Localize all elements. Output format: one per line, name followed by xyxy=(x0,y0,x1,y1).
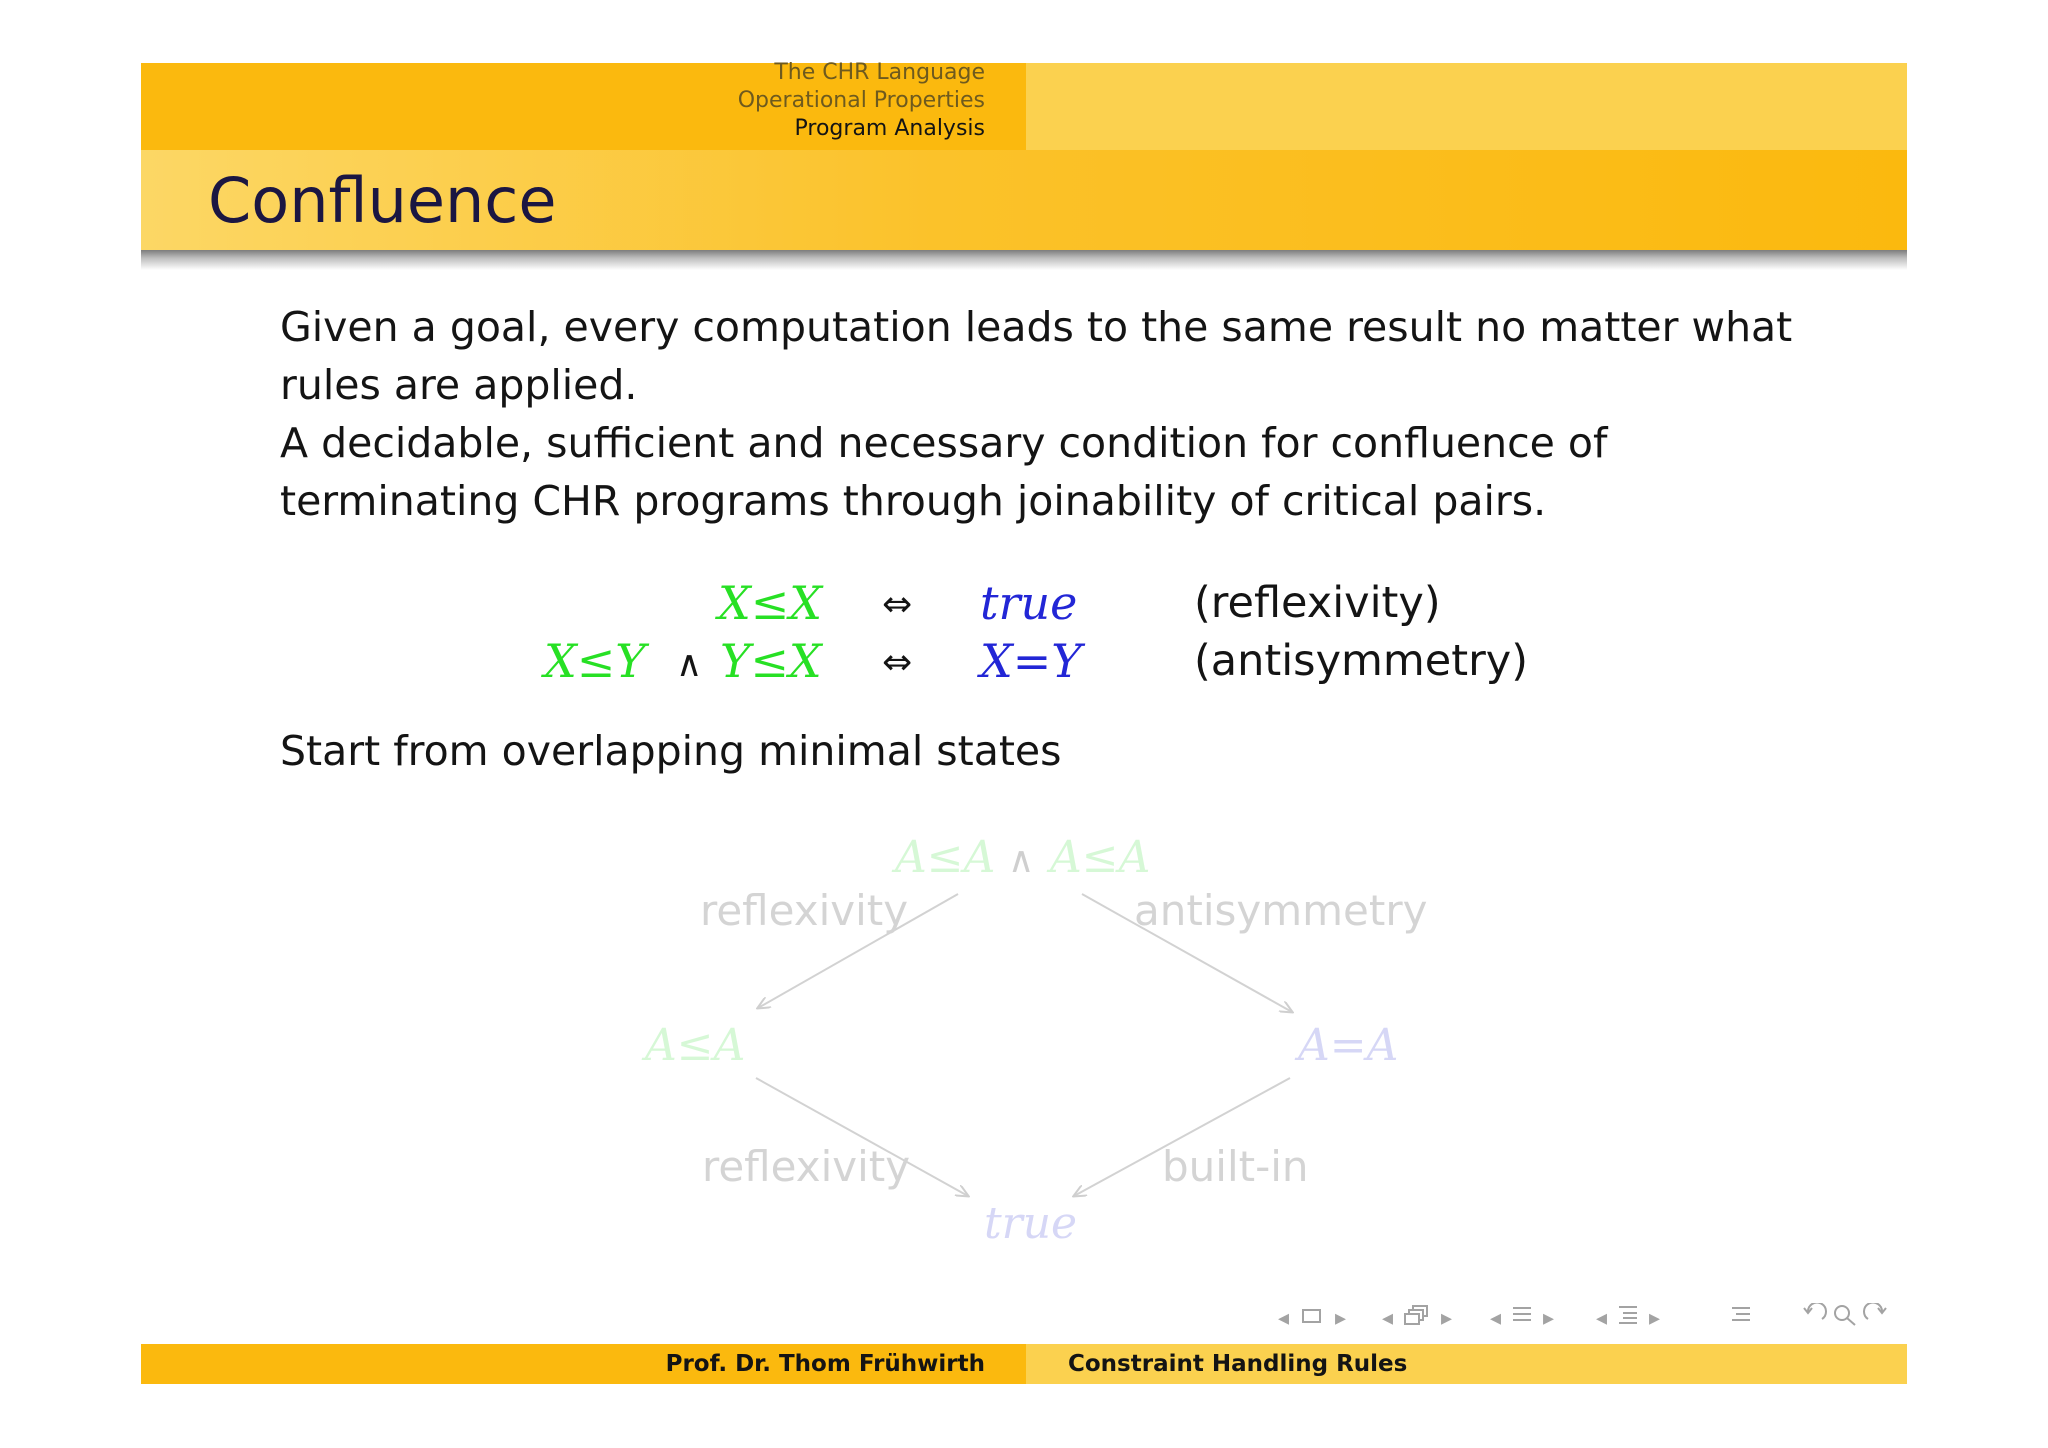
diagram-edge-label-reflexivity-bottom: reflexivity xyxy=(702,1142,911,1191)
next-subsection-icon[interactable]: ▸ xyxy=(1441,1305,1453,1331)
start-text: Start from overlapping minimal states xyxy=(280,727,1062,775)
diagram-edge-label-reflexivity-top: reflexivity xyxy=(700,886,909,935)
paragraph-goal-line-2: rules are applied. xyxy=(280,361,638,409)
next-frame-icon[interactable]: ▸ xyxy=(1335,1305,1347,1331)
search-icon[interactable] xyxy=(1832,1303,1858,1333)
prev-document-icon[interactable]: ◂ xyxy=(1596,1305,1608,1331)
next-section-icon[interactable]: ▸ xyxy=(1543,1305,1555,1331)
document-icon[interactable] xyxy=(1617,1304,1639,1332)
paragraph-goal-line-1: Given a goal, every computation leads to the same result no matter what xyxy=(280,303,1793,351)
rule-2-head-left: X≤Y xyxy=(544,634,646,688)
nav-section-program-analysis[interactable]: Program Analysis xyxy=(794,116,985,141)
diagram-bottom-node: true xyxy=(984,1198,1078,1249)
footer-course: Constraint Handling Rules xyxy=(1068,1351,1408,1377)
redo-icon[interactable] xyxy=(1862,1303,1890,1333)
history-search-group xyxy=(1800,1300,1896,1336)
paragraph-condition-line-2: terminating CHR programs through joinability of critical pairs. xyxy=(280,477,1547,525)
rule-1-arrow: ⇔ xyxy=(882,584,913,625)
toc-icon[interactable] xyxy=(1730,1304,1752,1332)
diagram-edge-label-built-in: built-in xyxy=(1162,1142,1309,1191)
frame-nav-group xyxy=(1278,1300,1370,1336)
undo-icon[interactable] xyxy=(1800,1303,1828,1333)
section-nav-group xyxy=(1490,1300,1574,1336)
nav-section-chr-language[interactable]: The CHR Language xyxy=(774,60,985,85)
diagram-top-right-constraint: A≤A xyxy=(1050,832,1151,883)
rule-2-head-and: ∧ xyxy=(676,644,703,685)
prev-frame-icon[interactable]: ◂ xyxy=(1278,1305,1290,1331)
nav-section-operational-properties[interactable]: Operational Properties xyxy=(737,88,985,113)
rule-2-head-right: Y≤X xyxy=(720,634,822,688)
rule-1-body: true xyxy=(980,576,1078,630)
rule-2-body: X=Y xyxy=(980,634,1082,688)
diagram-top-left-constraint: A≤A xyxy=(895,832,996,883)
rule-2-arrow: ⇔ xyxy=(882,642,913,683)
toc-control xyxy=(1730,1300,1756,1336)
rule-2-label: (antisymmetry) xyxy=(1194,636,1529,686)
rule-1-label: (reflexivity) xyxy=(1194,578,1441,628)
slide-title: Confluence xyxy=(208,164,557,237)
prev-section-icon[interactable]: ◂ xyxy=(1490,1305,1502,1331)
subsection-icon[interactable] xyxy=(1403,1304,1431,1332)
paragraph-condition-line-1: A decidable, sufficient and necessary condition for confluence of xyxy=(280,419,1608,467)
prev-subsection-icon[interactable]: ◂ xyxy=(1382,1305,1394,1331)
rule-1-head: X≤X xyxy=(718,576,823,630)
diagram-top-and: ∧ xyxy=(1008,840,1035,881)
document-nav-group xyxy=(1596,1300,1680,1336)
frame-icon[interactable] xyxy=(1301,1306,1323,1331)
diagram-left-node: A≤A xyxy=(645,1020,746,1071)
next-document-icon[interactable]: ▸ xyxy=(1649,1305,1661,1331)
footer-author: Prof. Dr. Thom Frühwirth xyxy=(665,1351,985,1377)
subsection-nav-group xyxy=(1382,1300,1474,1336)
diagram-edge-label-antisymmetry: antisymmetry xyxy=(1134,886,1428,935)
diagram-right-node: A=A xyxy=(1298,1020,1399,1071)
section-icon[interactable] xyxy=(1511,1304,1533,1332)
